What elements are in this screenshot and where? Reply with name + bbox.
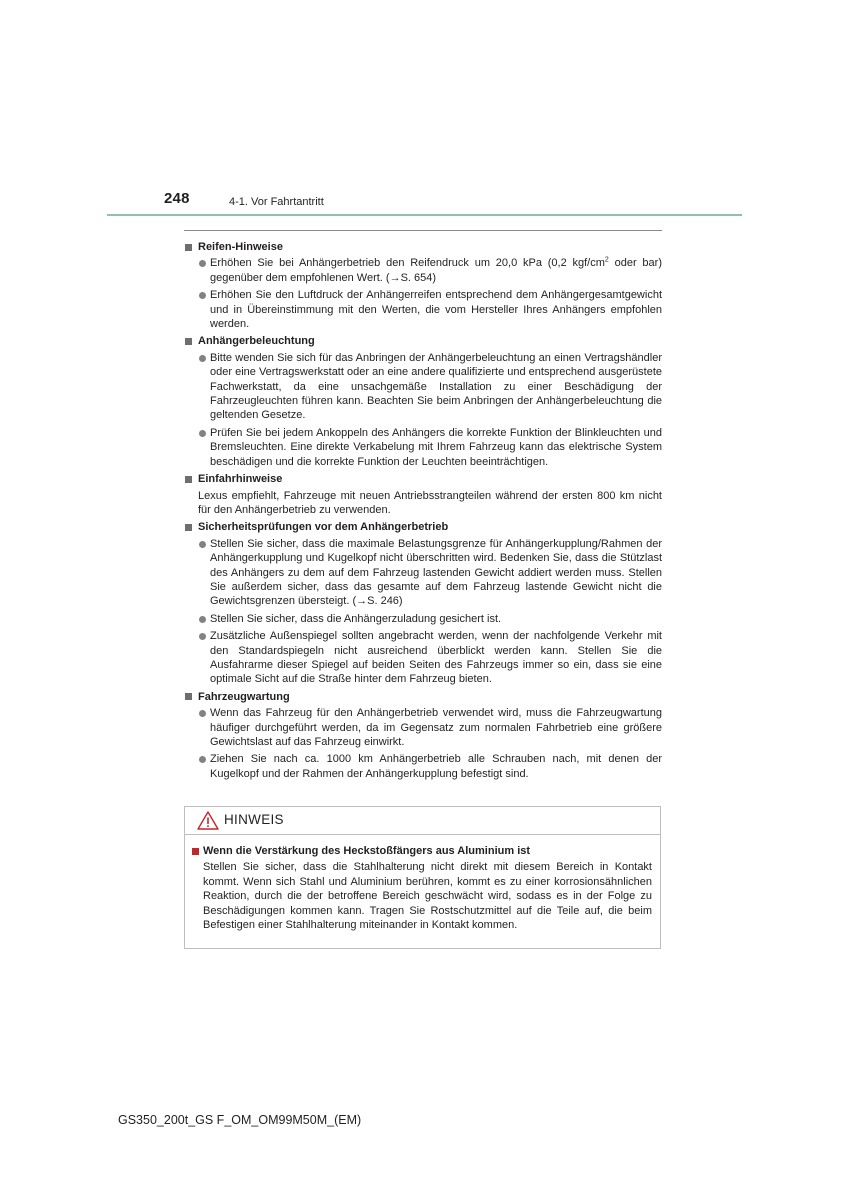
content-top-rule bbox=[184, 230, 662, 231]
list-item: Erhöhen Sie den Luftdruck der Anhängerreifen entsprechend dem Anhängergesamtgewicht und in Übereinstimmung mit den Werten, die vom Hersteller Ihres Anhängers empfohlen werden. bbox=[184, 288, 662, 331]
list-item: Stellen Sie sicher, dass die maximale Belastungsgrenze für Anhängerkupplung/Rahmen der Anhängerkupplung und Kugelkopf nicht überschritten wird. Bedenken Sie, dass die Stützlast des Anhängers zu dem auf dem Fahrzeug lastenden Gewicht addiert werden muss. Stellen Sie außerdem sicher, dass das gesamte auf dem Fahrzeug lastende Gewicht nicht die Gewichtsgrenzen übersteigt. (→S. 246) bbox=[184, 537, 662, 609]
list-item: Ziehen Sie nach ca. 1000 km Anhängerbetrieb alle Schrauben nach, mit denen der Kugelkopf und der Rahmen der Anhängerkupplung befestigt sind. bbox=[184, 752, 662, 781]
notice-heading: Wenn die Verstärkung des Heckstoßfängers aus Aluminium ist bbox=[190, 844, 652, 858]
notice-body bbox=[190, 844, 652, 932]
list-item: Zusätzliche Außenspiegel sollten angebracht werden, wenn der nachfolgende Verkehr mit den Standardspiegeln nicht ausreichend überblickt werden kann. Stellen Sie die Ausfahrarme dieser Spiegel auf beiden Seiten des Fahrzeugs immer so ein, dass sie eine optimale Sicht auf die Straße hinter dem Fahrzeug bieten. bbox=[184, 629, 662, 687]
paragraph: Lexus empfiehlt, Fahrzeuge mit neuen Antriebsstrangteilen während der ersten 800 km nicht für den Anhängerbetrieb zu verwenden. bbox=[198, 489, 662, 516]
notice-box bbox=[184, 806, 661, 949]
page-number: 248 bbox=[164, 190, 190, 207]
section-heading-reifen: Reifen-Hinweise bbox=[184, 240, 662, 254]
list-item: Bitte wenden Sie sich für das Anbringen der Anhängerbeleuchtung an einen Vertragshändler oder eine Vertragswerkstatt oder an eine andere qualifizierte und entsprechend ausgerüstete Fachwerkstatt, da eine unsachgemäße Installation zu einer Beschädigung der Fahrzeugleuchten führen kann. Beachten Sie beim Anbringen der Anhängerbeleuchtung die geltenden Gesetze. bbox=[184, 351, 662, 423]
section-heading-sicherheit: Sicherheitsprüfungen vor dem Anhängerbetrieb bbox=[184, 520, 662, 534]
footer-code: GS350_200t_GS F_OM_OM99M50M_(EM) bbox=[118, 1113, 362, 1127]
list-item: Erhöhen Sie bei Anhängerbetrieb den Reifendruck um 20,0 kPa (0,2 kgf/$cm^2$ oder bar) gegenüber dem empfohlenen Wert. (→S. 654) bbox=[184, 256, 662, 285]
notice-header bbox=[185, 807, 660, 835]
section-title: 4-1. Vor Fahrtantritt bbox=[229, 196, 324, 208]
notice-text: Stellen Sie sicher, dass die Stahlhalterung nicht direkt mit diesem Bereich in Kontakt kommt. Wenn sich Stahl und Aluminium berühren, kommt es zu einer korrosionsähnlichen Reaktion, durch die der betroffene Bereich geschwächt wird, sodass es in der Folge zu Beschädigungen kommen kann. Tragen Sie Rostschutzmittel auf die Teile auf, die beim Befestigen einer Stahlhalterung miteinander in Kontakt kommen. bbox=[203, 861, 652, 932]
list-item: Prüfen Sie bei jedem Ankoppeln des Anhängers die korrekte Funktion der Blinkleuchten und Bremsleuchten. Eine direkte Verkabelung mit Ihrem Fahrzeug kann das elektrische System beschädigen und die korrekte Funktion der Leuchten beeinträchtigen. bbox=[184, 426, 662, 469]
content-body bbox=[184, 238, 662, 784]
header-rule bbox=[107, 214, 742, 216]
notice-title: HINWEIS bbox=[224, 812, 284, 827]
list-item: Wenn das Fahrzeug für den Anhängerbetrieb verwendet wird, muss die Fahrzeugwartung häufiger durchgeführt werden, da im Gegensatz zum normalen Fahrbetrieb eine größere Gewichtslast auf das Fahrzeug einwirkt. bbox=[184, 706, 662, 749]
section-heading-wartung: Fahrzeugwartung bbox=[184, 690, 662, 704]
list-item: Stellen Sie sicher, dass die Anhängerzuladung gesichert ist. bbox=[184, 612, 662, 626]
section-heading-beleuchtung: Anhängerbeleuchtung bbox=[184, 334, 662, 348]
warning-triangle-icon bbox=[197, 811, 219, 830]
section-heading-einfahr: Einfahrhinweise bbox=[184, 472, 662, 486]
